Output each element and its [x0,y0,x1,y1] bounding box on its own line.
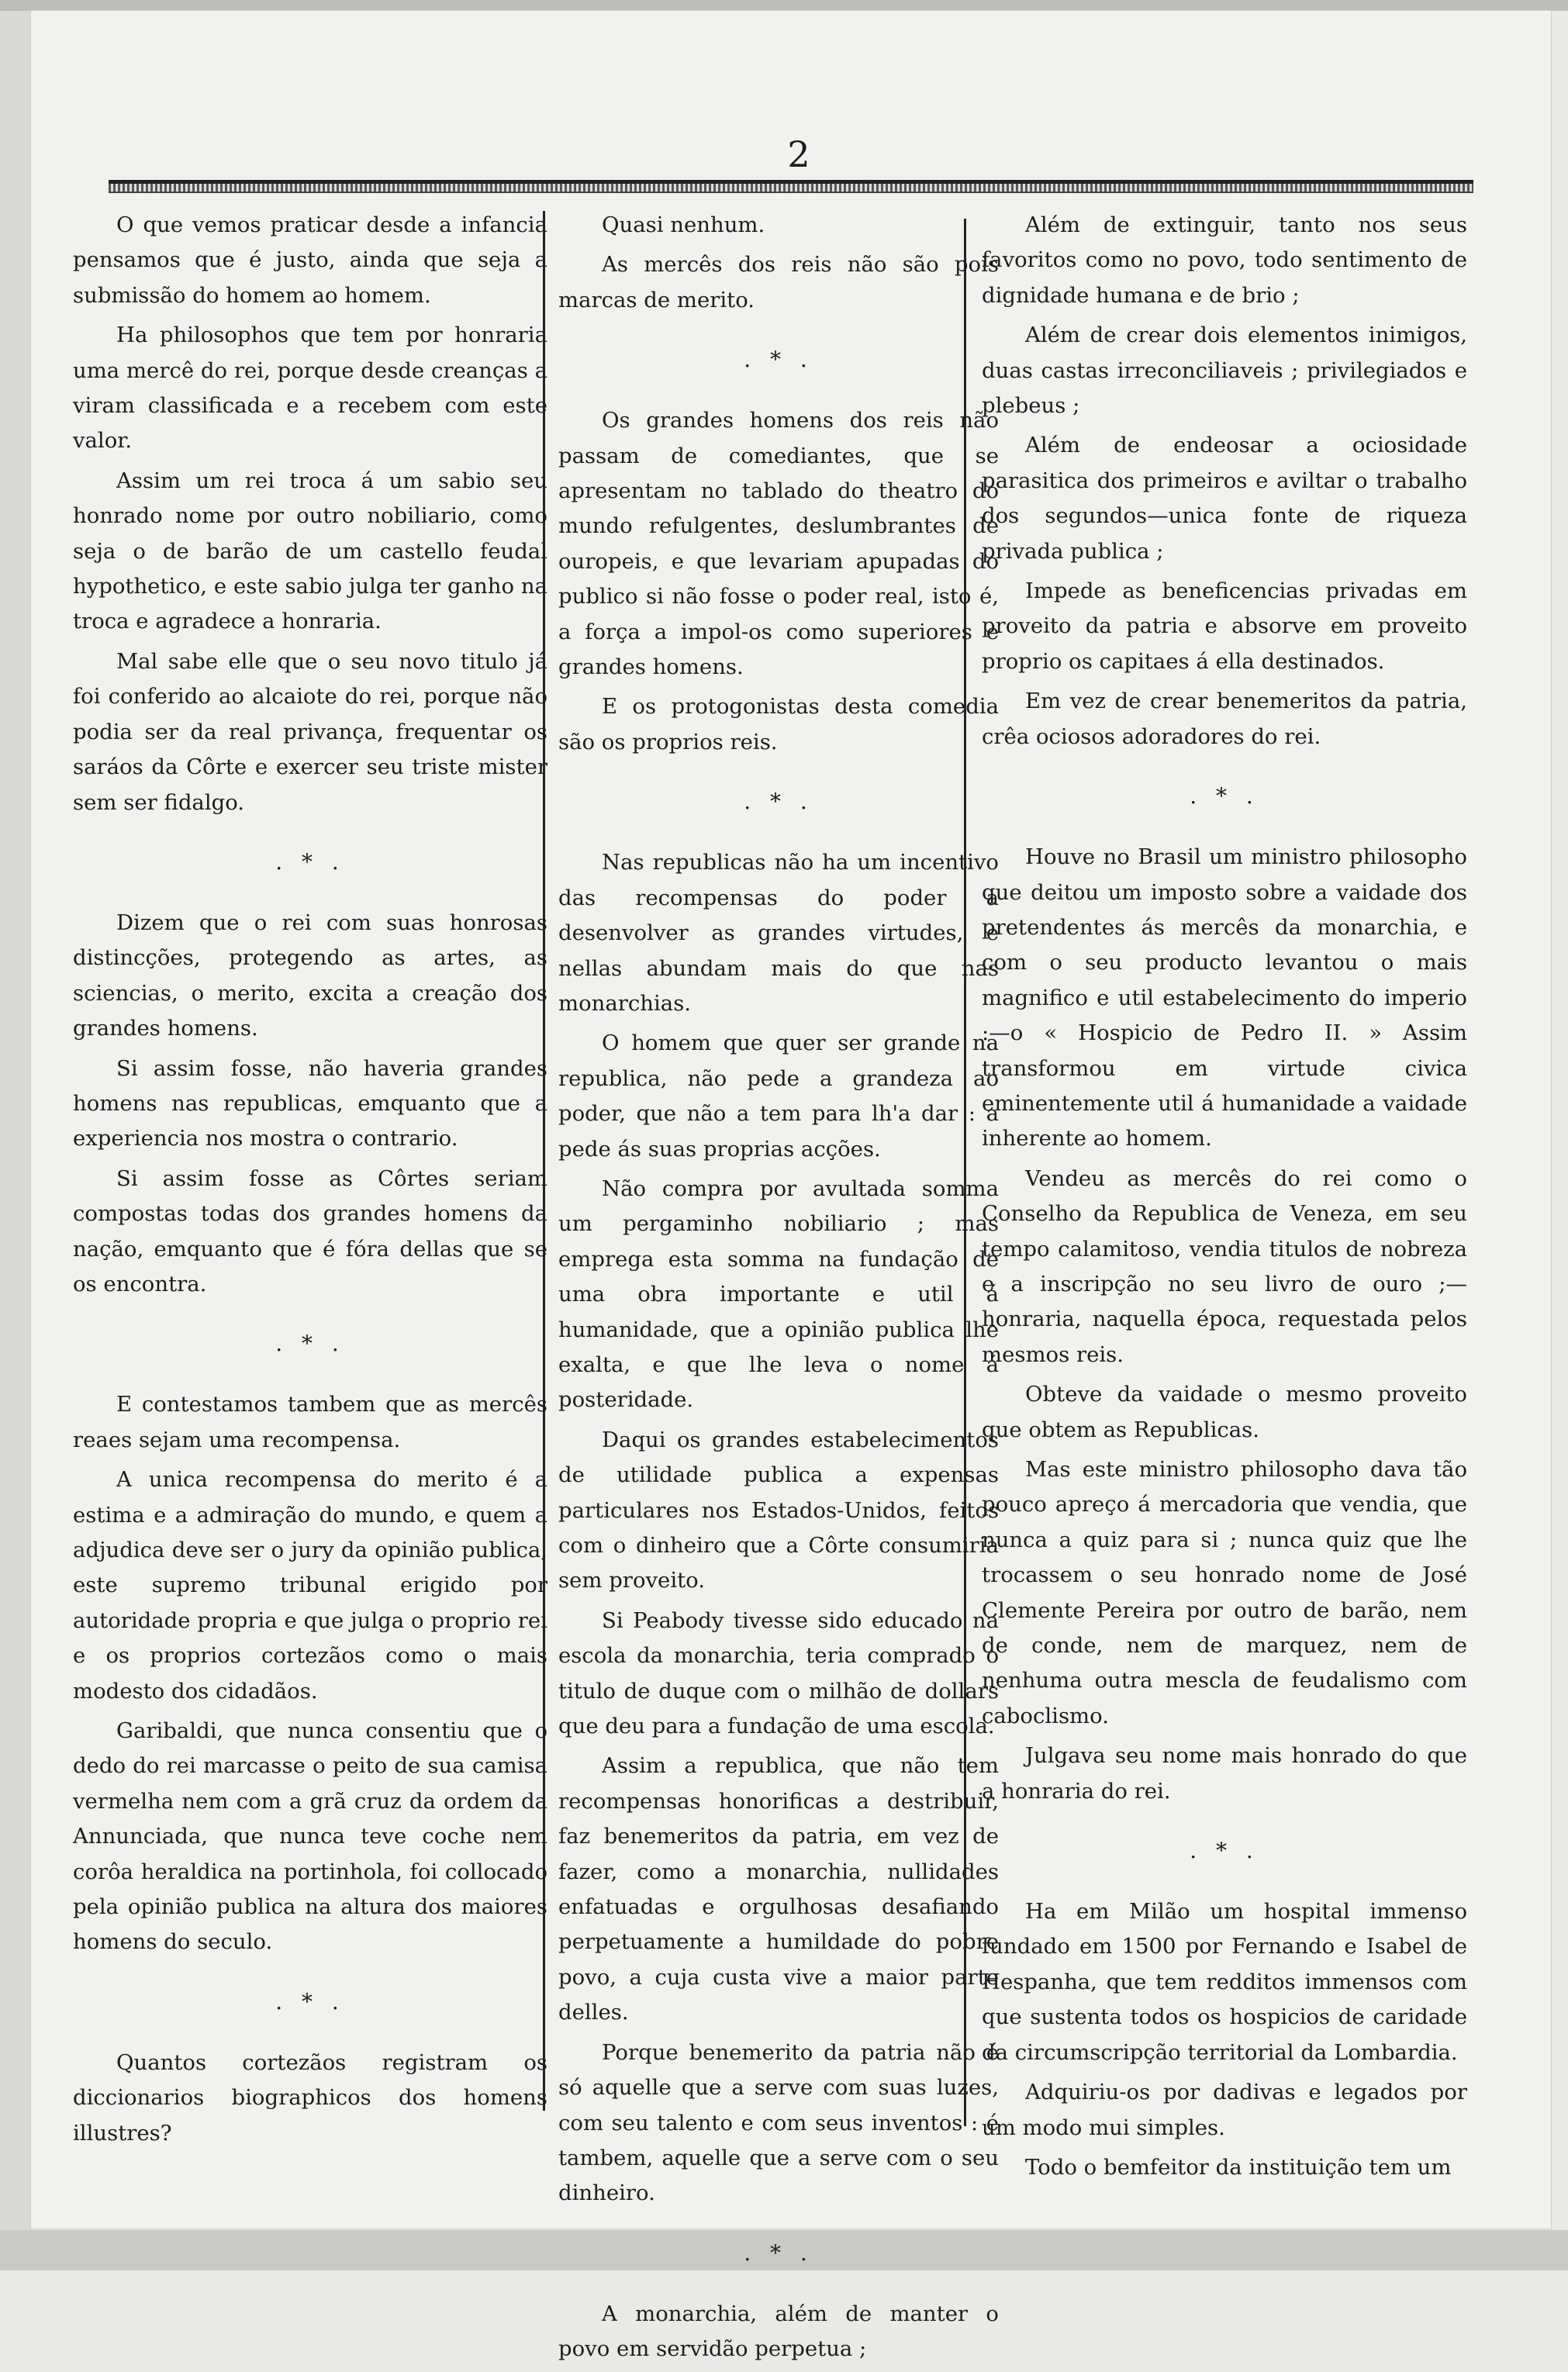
paragraph: O homem que quer ser grande na republica, não pede a grandeza ao poder, que não a tem para lh'a dar : a pede ás suas proprias acções. [558,1031,999,1162]
paragraph: Os grandes homens dos reis não passam de comediantes, que se apresentam no tablado do theatro do mundo refulgentes, deslumbrantes de ouropeis, e que levariam apupadas do publico si não fosse o poder real, isto é, a força a impol-os como superiores e grandes homens. [558,408,999,680]
section-separator: . * . [1190,1838,1259,1864]
paragraph: Não compra por avultada somma um pergaminho nobiliario ; mas emprega esta somma na fundação de uma obra importante e util á humanidade, que a opinião publica lhe exalta, e que lhe leva o nome á posteridade. [558,1176,999,1413]
paragraph: Garibaldi, que nunca consentiu que o dedo do rei marcasse o peito de sua camisa vermelha nem com a grã cruz da ordem da Annunciada, que nunca teve coche nem corôa heraldica na portinhola, foi collocado pela opinião publica na altura dos maiores homens do seculo. [73,1718,547,1955]
paragraph: Mas este ministro philosopho dava tão pouco apreço á mercadoria que vendia, que nunca a quiz para si ; nunca quiz que lhe trocassem o seu honrado nome de José Clemente Pereira por outro de barão, nem de conde, nem de marquez, nem de nenhuma outra mescla de feudalismo com caboclismo. [982,1457,1467,1728]
paragraph: Além de extinguir, tanto nos seus favoritos como no povo, todo sentimento de dignidade humana e de brio ; [982,212,1467,308]
paragraph: Adquiriu-os por dadivas e legados por um modo mui simples. [982,2080,1467,2140]
page-number: 2 [787,133,810,175]
scan-top-margin [0,0,1568,11]
paragraph: Obteve da vaidade o mesmo proveito que obtem as Republicas. [982,1382,1467,1442]
paragraph: Nas republicas não ha um incentivo das recompensas do poder a desenvolver as grandes virtudes, e nellas abundam mais do que nas monarchias. [558,850,999,1016]
column-3 [982,208,1467,2190]
section-separator: . * . [275,1988,345,2015]
section-separator: . * . [744,789,813,815]
paragraph: Si Peabody tivesse sido educado na escola da monarchia, teria comprado o titulo de duque com o milhão de dollars que deu para a fundação de uma escola. [558,1607,999,1739]
paragraph: Além de crear dois elementos inimigos, duas castas irreconciliaveis ; privilegiados e plebeus ; [982,323,1467,419]
section-separator: . * . [1190,783,1259,810]
paragraph: Além de endeosar a ociosidade parasitica dos primeiros e aviltar o trabalho dos segundos—unica fonte de riqueza privada publica ; [982,433,1467,564]
paragraph: Vendeu as mercês do rei como o Conselho da Republica de Veneza, em seu tempo calamitoso, vendia titulos de nobreza e a inscripção no seu livro de ouro ;—honraria, naquella época, requestada pelos mesmos reis. [982,1165,1467,1367]
paragraph: Julgava seu nome mais honrado do que a honraria do rei. [982,1743,1467,1804]
paragraph: Daqui os grandes estabelecimentos de utilidade publica a expensas particulares nos Estados-Unidos, feitos com o dinheiro que a Côrte consumiria sem proveito. [558,1427,999,1593]
paragraph: O que vemos praticar desde a infancia pensamos que é justo, ainda que seja a submissão do homem ao homem. [73,212,547,308]
paragraph: Em vez de crear benemeritos da patria, crêa ociosos adoradores do rei. [982,689,1467,749]
paragraph: Mal sabe elle que o seu novo titulo já foi conferido ao alcaiote do rei, porque não podia ser da real privança, frequentar os saráos da Côrte e exercer seu triste mister sem ser fidalgo. [73,648,547,815]
section-separator: . * . [275,1331,345,1357]
paragraph: E contestamos tambem que as mercês reaes sejam uma recompensa. [73,1392,547,1452]
paragraph: Ha philosophos que tem por honraria uma mercê do rei, porque desde creanças a viram classificada e a recebem com este valor. [73,323,547,454]
section-separator: . * . [744,2239,813,2266]
column-2 [558,208,999,2372]
paragraph: Quantos cortezãos registram os diccionarios biographicos dos homens illustres? [73,2049,547,2146]
section-separator: . * . [275,848,345,875]
paragraph: Impede as beneficencias privadas em proveito da patria e absorve em proveito proprio os capitaes á ella destinados. [982,578,1467,674]
header-rule [109,180,1473,193]
paragraph: Dizem que o rei com suas honrosas distincções, protegendo as artes, as sciencias, o merito, excita a creação dos grandes homens. [73,910,547,1041]
paragraph: As mercês dos reis não são pois marcas de merito. [558,252,999,312]
paragraph: Ha em Milão um hospital immenso fundado em 1500 por Fernando e Isabel de Hespanha, que tem redditos immensos com que sustenta todos os hospicios de caridade da circumscripção territorial da Lombardia. [982,1899,1467,2065]
paragraph: Si assim fosse as Côrtes seriam compostas todas dos grandes homens da nação, emquanto que é fóra dellas que se os encontra. [73,1165,547,1296]
paragraph: Quasi nenhum. [602,212,765,237]
paragraph: Houve no Brasil um ministro philosopho que deitou um imposto sobre a vaidade dos pretendentes ás mercês da monarchia, e com o seu producto levantou o mais magnifico e util estabelecimento do imperio :—o « Hospicio de Pedro II. » Assim transformou em virtude civica eminentemente util á humanidade a vaidade inherente ao homem. [982,844,1467,1151]
paragraph: Porque benemerito da patria não é só aquelle que a serve com suas luzes, com seu talento e com seus inventos : é tambem, aquelle que a serve com o seu dinheiro. [558,2039,999,2206]
section-separator: . * . [744,347,813,373]
scan-left-margin [0,0,31,2270]
paragraph: Si assim fosse, não haveria grandes homens nas republicas, emquanto que a experiencia nos mostra o contrario. [73,1055,547,1151]
paragraph: A monarchia, além de manter o povo em servidão perpetua ; [558,2301,999,2362]
paragraph: A unica recompensa do merito é a estima e a admiração do mundo, e quem a adjudica deve ser o jury da opinião publica, este supremo tribunal erigido por autoridade propria e que julga o proprio rei e os proprios cortezãos como o mais modesto dos cidadãos. [73,1467,547,1704]
paragraph: Todo o bemfeitor da instituição tem um [1025,2154,1452,2180]
paragraph: Assim a republica, que não tem recompensas honorificas a destribuir, faz benemeritos da patria, em vez de fazer, como a monarchia, nullidades enfatuadas e orgulhosas desafiando perpetuamente a humildade do pobre povo, a cuja custa vive a maior parte delles. [558,1753,999,2025]
column-1 [73,208,547,2156]
paragraph: E os protogonistas desta comedia são os proprios reis. [558,694,999,754]
paragraph: Assim um rei troca á um sabio seu honrado nome por outro nobiliario, como seja o de barão de um castello feudal hypothetico, e este sabio julga ter ganho na troca e agradece a honraria. [73,468,547,634]
